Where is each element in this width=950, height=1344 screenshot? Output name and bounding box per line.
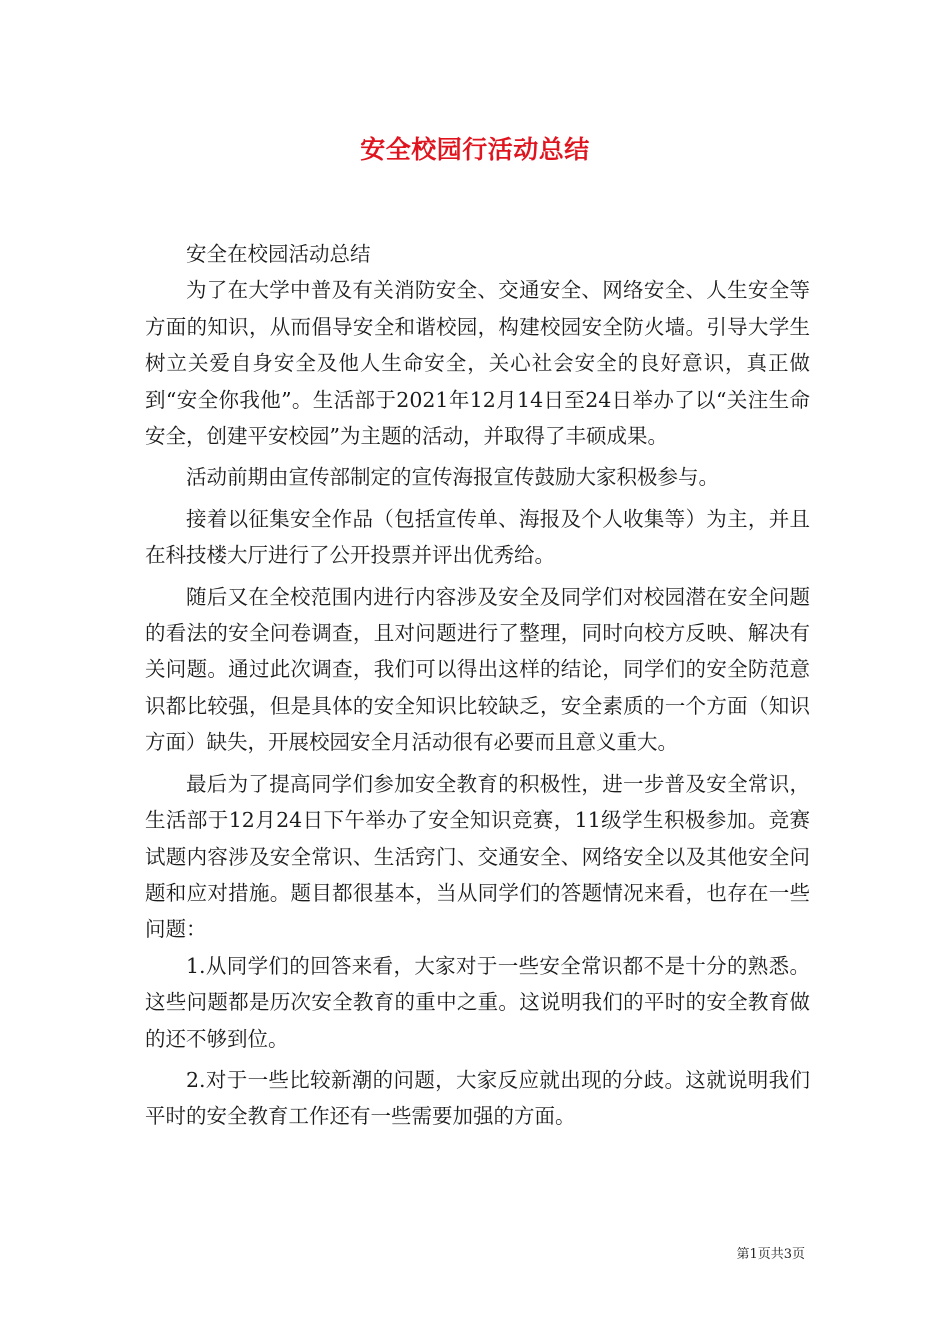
paragraph-finding-2: 2.对于一些比较新潮的问题，大家反应就出现的分歧。这就说明我们平时的安全教育工作还有一些需要加强的方面。 [145, 1067, 810, 1129]
paragraph-collection: 接着以征集安全作品（包括宣传单、海报及个人收集等）为主，并且在科技楼大厅进行了公开投票并评出优秀给。 [145, 506, 810, 568]
document-body [145, 236, 810, 1135]
document-title: 安全校园行活动总结 [360, 135, 590, 164]
paragraph-intro: 为了在大学中普及有关消防安全、交通安全、网络安全、人生安全等方面的知识，从而倡导安全和谐校园，构建校园安全防火墙。引导大学生树立关爱自身安全及他人生命安全，关心社会安全的良好意识，真正做到“安全你我他”。生活部于2021年12月14日至24日举办了以“关注生命安全，创建平安校园”为主题的活动，并取得了丰硕成果。 [145, 278, 810, 449]
paragraph-finding-1: 1.从同学们的回答来看，大家对于一些安全常识都不是十分的熟悉。这些问题都是历次安全教育的重中之重。这说明我们的平时的安全教育做的还不够到位。 [145, 953, 810, 1051]
document-subtitle: 安全在校园活动总结 [186, 242, 371, 266]
paragraph-publicity: 活动前期由宣传部制定的宣传海报宣传鼓励大家积极参与。 [186, 465, 719, 490]
page-number: 第1页共3页 [736, 1247, 805, 1262]
paragraph-competition: 最后为了提高同学们参加安全教育的积极性，进一步普及安全常识，生活部于12月24日下午举办了安全知识竞赛，11级学生积极参加。竞赛试题内容涉及安全常识、生活窍门、交通安全、网络安全以及其他安全问题和应对措施。题目都很基本，当从同学们的答题情况来看，也存在一些问题： [145, 771, 810, 942]
paragraph-survey: 随后又在全校范围内进行内容涉及安全及同学们对校园潜在安全问题的看法的安全问卷调查，且对问题进行了整理，同时向校方反映、解决有关问题。通过此次调查，我们可以得出这样的结论，同学们的安全防范意识都比较强，但是具体的安全知识比较缺乏，安全素质的一个方面（知识方面）缺失，开展校园安全月活动很有必要而且意义重大。 [145, 584, 810, 755]
